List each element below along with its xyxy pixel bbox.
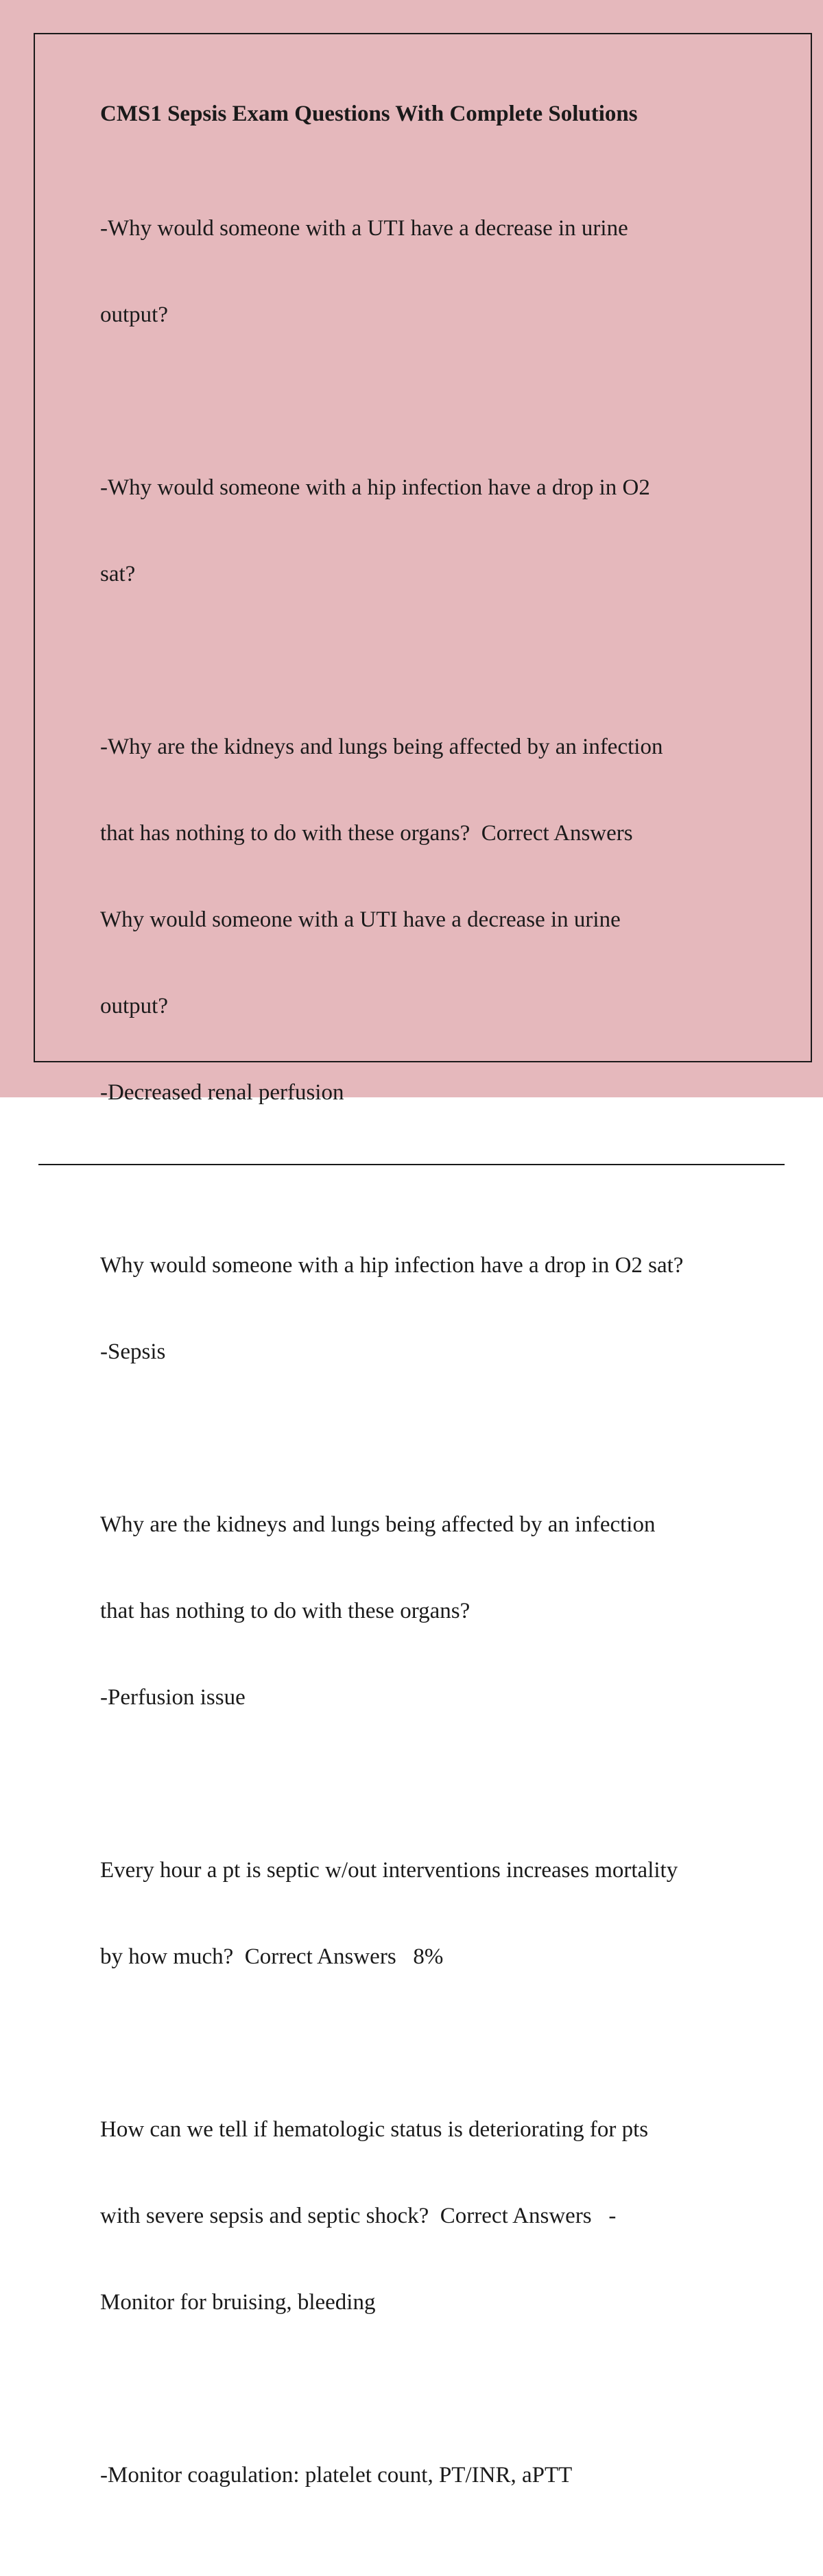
document-body	[100, 99, 759, 2576]
text-line: output?	[100, 994, 168, 1018]
question-answer-paragraph	[100, 675, 759, 1165]
text-line: that has nothing to do with these organs? Correct Answers	[100, 821, 633, 846]
answer-paragraph	[100, 2403, 759, 2547]
question-answer-paragraph	[100, 1453, 759, 1769]
text-line: -Why are the kidneys and lungs being affected by an infection	[100, 735, 663, 759]
text-line: -Monitor coagulation: platelet count, PT/INR, aPTT	[100, 2463, 573, 2488]
text-line: How can we tell if hematologic status is deteriorating for pts	[100, 2117, 649, 2142]
question-paragraph	[100, 156, 759, 387]
text-line: sat?	[100, 562, 136, 586]
question-answer-paragraph	[100, 1798, 759, 2029]
text-line: Every hour a pt is septic w/out interventions increases mortality	[100, 1858, 678, 1883]
question-paragraph	[100, 416, 759, 646]
footer-divider	[38, 1164, 785, 1165]
document-title: CMS1 Sepsis Exam Questions With Complete Solutions	[100, 102, 638, 126]
text-line: -Decreased renal perfusion	[100, 1080, 344, 1105]
question-answer-paragraph	[100, 2058, 759, 2374]
text-line: Why would someone with a hip infection have a drop in O2 sat?	[100, 1253, 684, 1278]
text-line: by how much? Correct Answers 8%	[100, 1944, 444, 1969]
text-line: with severe sepsis and septic shock? Correct Answers -	[100, 2204, 617, 2228]
text-line: Why would someone with a UTI have a decrease in urine	[100, 907, 621, 932]
text-line: -Perfusion issue	[100, 1685, 246, 1710]
text-line: Monitor for bruising, bleeding	[100, 2290, 376, 2315]
question-answer-paragraph	[100, 1193, 759, 1424]
text-line: -Sepsis	[100, 1339, 166, 1364]
text-line: Why are the kidneys and lungs being affected by an infection	[100, 1512, 656, 1537]
text-line: that has nothing to do with these organs?	[100, 1599, 470, 1623]
text-line: -Why would someone with a UTI have a decrease in urine	[100, 216, 628, 241]
text-line: -Why would someone with a hip infection have a drop in O2	[100, 475, 650, 500]
text-line: output?	[100, 302, 168, 327]
